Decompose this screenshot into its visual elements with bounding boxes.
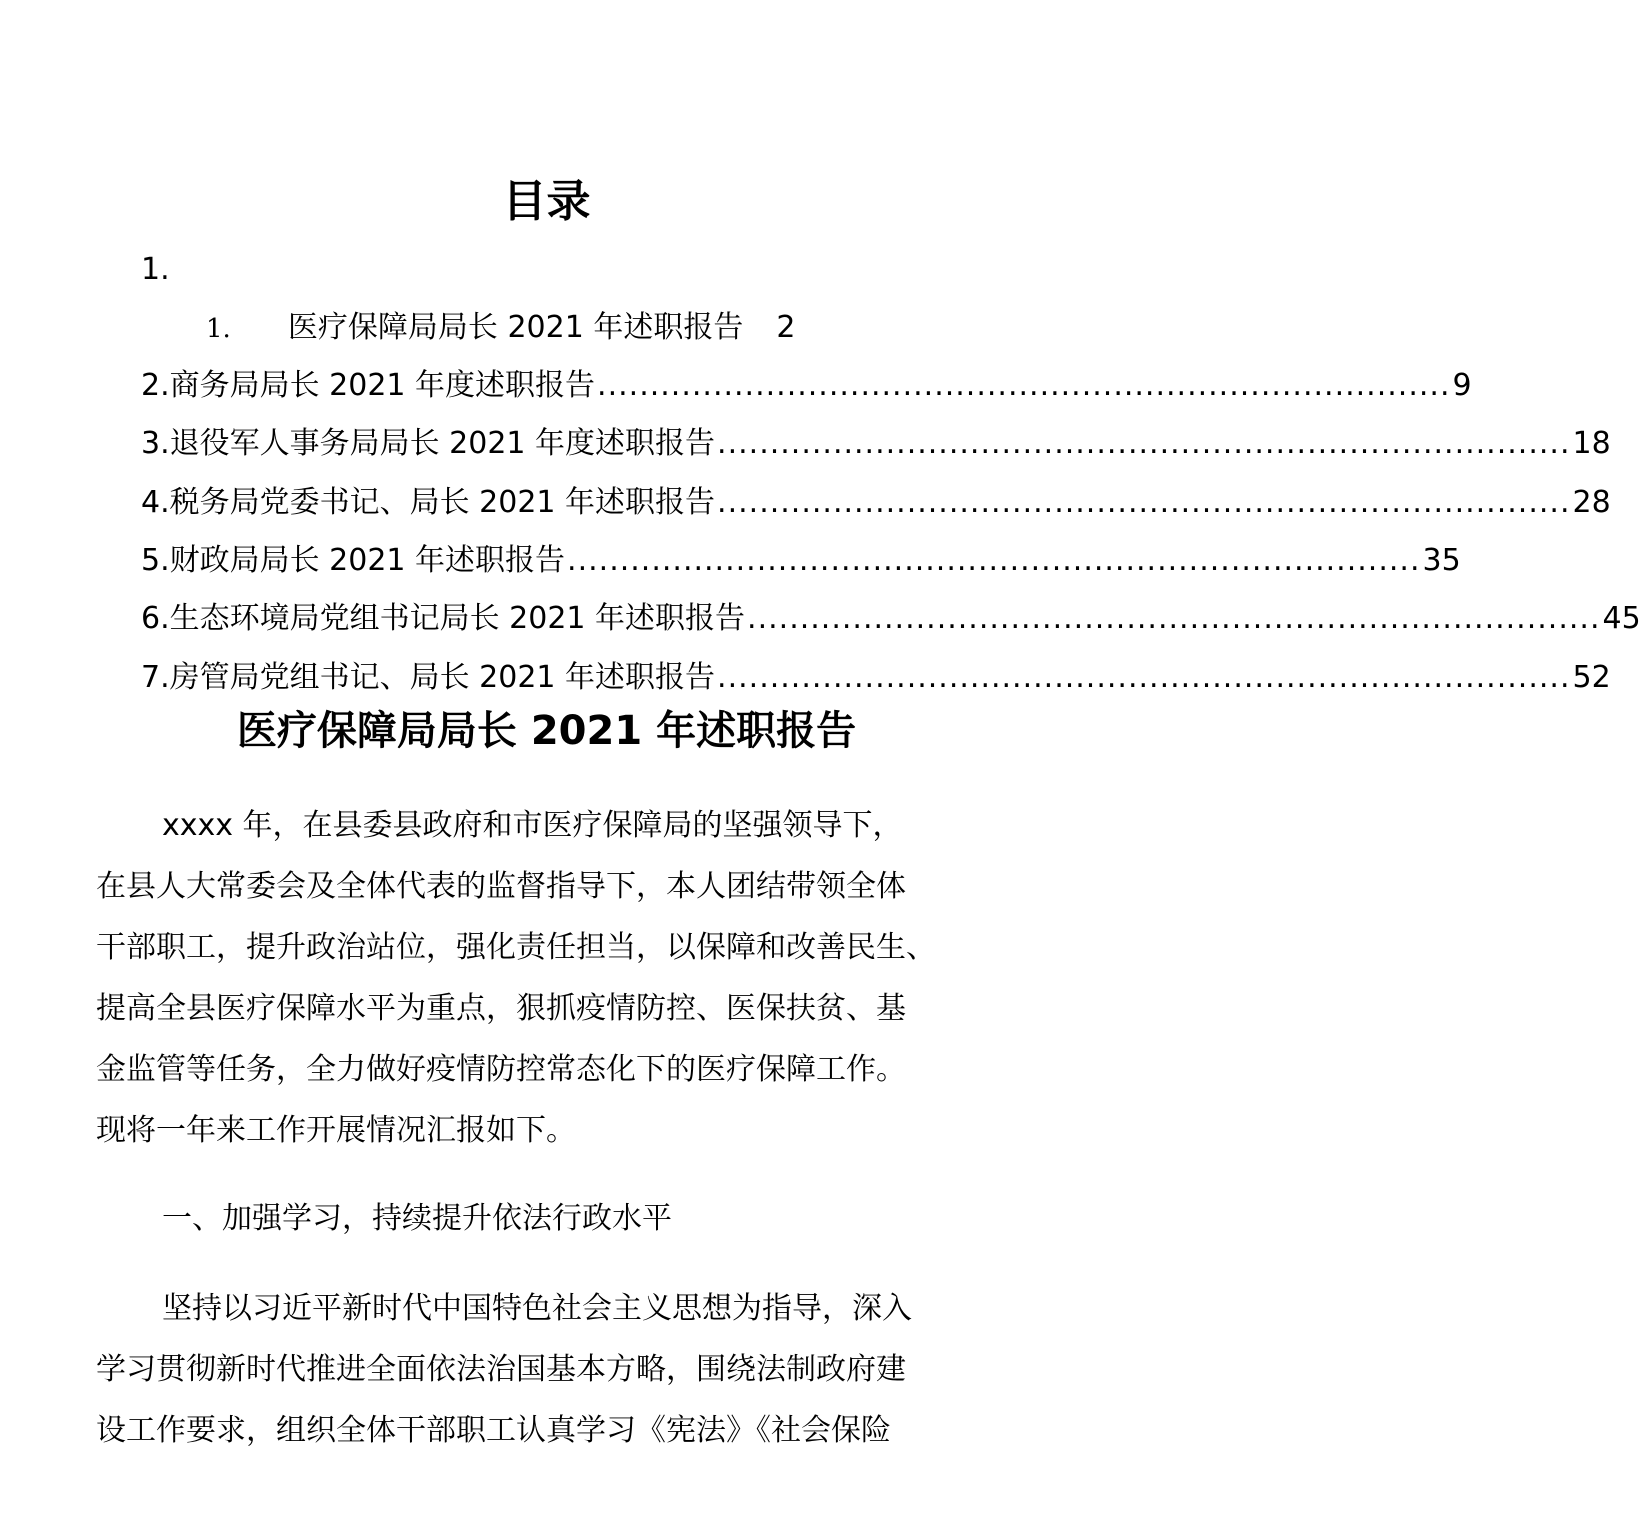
toc-entry-text: 7.房管局党组书记、局长 2021 年述职报告: [141, 660, 716, 695]
paragraph-line: 在县人大常委会及全体代表的监督指导下，本人团结带领全体: [96, 869, 906, 904]
section-paragraph: [96, 1278, 1026, 1461]
toc-entry-text: 6.生态环境局党组书记局长 2021 年述职报告: [141, 601, 746, 636]
toc-entry-page: 35: [1422, 543, 1461, 578]
toc-entry[interactable]: [141, 424, 1611, 464]
paragraph-line: 设工作要求，组织全体干部职工认真学习《宪法》《社会保险: [96, 1413, 891, 1448]
toc-entry-page: 9: [1452, 368, 1472, 403]
toc-leader: .................................................................................: [717, 485, 1571, 520]
paragraph-line: 现将一年来工作开展情况汇报如下。: [96, 1113, 576, 1148]
toc-title: 目录: [502, 176, 591, 227]
toc-entry-text: 4.税务局党委书记、局长 2021 年述职报告: [141, 485, 716, 520]
toc-sub-entry[interactable]: [206, 308, 796, 349]
paragraph-line: 学习贯彻新时代推进全面依法治国基本方略，围绕法制政府建: [96, 1352, 906, 1387]
section-heading: [96, 1188, 1026, 1249]
toc-entry-text: 3.退役军人事务局局长 2021 年度述职报告: [141, 426, 716, 461]
paragraph-line: 坚持以习近平新时代中国特色社会主义思想为指导，深入: [162, 1291, 912, 1326]
toc-level1-marker: 1.: [141, 252, 170, 287]
toc-entry[interactable]: [141, 599, 1641, 639]
toc-leader: .................................................................................: [747, 601, 1601, 636]
toc-leader: .................................................................................: [717, 426, 1571, 461]
paragraph-line: 金监管等任务，全力做好疫情防控常态化下的医疗保障工作。: [96, 1052, 906, 1087]
toc-entry-text: 5.财政局局长 2021 年述职报告: [141, 543, 566, 578]
intro-paragraph: [96, 795, 1026, 1161]
toc-entry[interactable]: [141, 483, 1611, 523]
paragraph-line: xxxx 年，在县委县政府和市医疗保障局的坚强领导下，: [162, 808, 903, 843]
toc-entry[interactable]: [141, 541, 1461, 581]
toc-sub-entry-page: 2: [776, 310, 796, 345]
toc-entry-text: 2.商务局局长 2021 年度述职报告: [141, 368, 596, 403]
paragraph-line: 干部职工，提升政治站位，强化责任担当，以保障和改善民生、: [96, 930, 936, 965]
toc-sub-entry-text: 医疗保障局局长 2021 年述职报告: [287, 310, 744, 345]
section-heading-text: 一、加强学习，持续提升依法行政水平: [162, 1201, 672, 1236]
toc-leader: .................................................................................: [567, 543, 1421, 578]
toc-entry-page: 28: [1572, 485, 1611, 520]
toc-entry-page: 45: [1602, 601, 1641, 636]
toc-entry[interactable]: [141, 366, 1472, 406]
toc-entry-page: 18: [1572, 426, 1611, 461]
toc-leader: .................................................................................: [597, 368, 1451, 403]
toc-sub-entry-number: 1.: [206, 314, 231, 344]
toc-entry[interactable]: [141, 658, 1611, 698]
paragraph-line: 提高全县医疗保障水平为重点，狠抓疫情防控、医保扶贫、基: [96, 991, 906, 1026]
toc-entry-page: 52: [1572, 660, 1611, 695]
document-title: 医疗保障局局长 2021 年述职报告: [236, 708, 857, 754]
toc-leader: .................................................................................: [717, 660, 1571, 695]
